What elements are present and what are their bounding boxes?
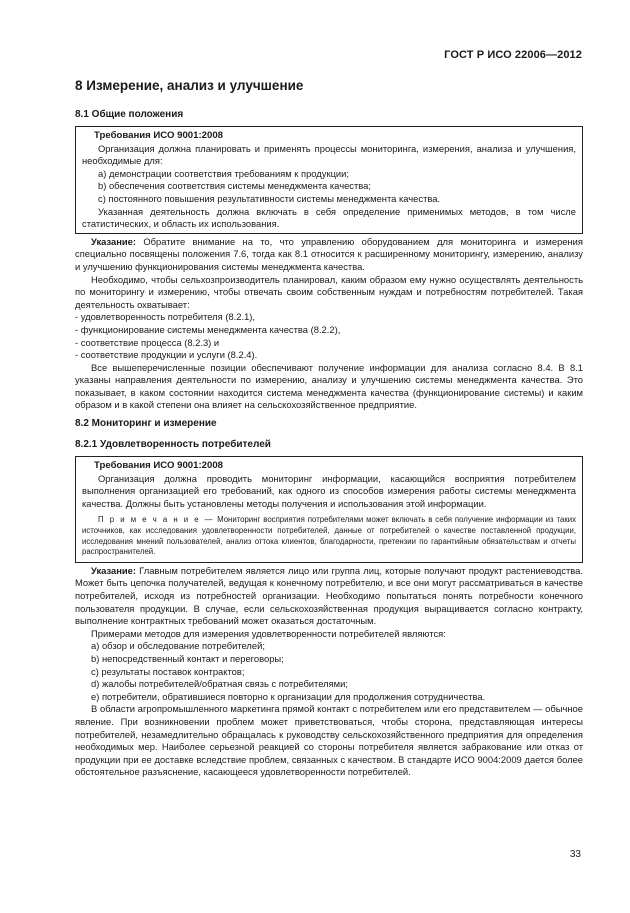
example-item-d: d) жалобы потребителей/обратная связь с потребителями; xyxy=(91,678,348,690)
requirements-heading: Требования ИСО 9001:2008 xyxy=(94,130,224,141)
note-label: П р и м е ч а н и е — xyxy=(98,515,215,525)
iso-requirements-box-8-1 xyxy=(75,126,583,234)
section-8-title: 8 Измерение, анализ и улучшение xyxy=(75,78,304,93)
requirement-item-b: b) обеспечения соответствия системы менеджмента качества; xyxy=(98,180,371,192)
section-8-1-title: 8.1 Общие положения xyxy=(75,109,184,120)
requirement-item-a: a) демонстрации соответствия требованиям к продукции; xyxy=(98,167,350,179)
example-item-a: а) обзор и обследование потребителей; xyxy=(91,640,265,652)
guidance-paragraph-8-1 xyxy=(75,236,583,274)
paragraph-planning: Необходимо, чтобы сельхозпроизводитель планировал, каким образом ему нужно осуществлять деятельность по мониторингу и измерению, чтобы отвечать своим собственным нуждам и потребностям потребителей. Такая деятельность охватывает: xyxy=(75,273,583,310)
section-8-2-title: 8.2 Мониторинг и измерение xyxy=(75,418,217,430)
guidance-text: Главным потребителем является лицо или группа лиц, которые получают продукт растениеводства. Может быть цепочка получателей, ведущая к конечному потребителю, и все они могут рассматриваться в качестве потребителей, исходя из потребностей организации. Необходимо попытаться понять потребности конечного пользователя продукции. В случае, если сельскохозяйственная продукция выращивается согласно контракту, выполнение контрактных требований может оказаться достаточным. xyxy=(75,564,583,627)
page-content xyxy=(75,78,583,779)
requirements-intro: Организация должна планировать и применять процессы мониторинга, измерения, анализа и улучшения, необходимые для: xyxy=(82,142,576,167)
document-id-header: ГОСТ Р ИСО 22006—2012 xyxy=(444,49,582,61)
requirements-text: Организация должна проводить мониторинг информации, касающийся восприятия потребителем выполнения организацией его требований, как одного из способов измерения работы системы менеджмента качества. Должны быть установлены методы получения и использования этой информации. xyxy=(82,472,576,509)
dash-item-2: - функционирование системы менеджмента качества (8.2.2), xyxy=(75,323,341,335)
example-item-e: e) потребители, обратившиеся повторно к организации для продолжения сотрудничества. xyxy=(91,690,486,702)
dash-item-4: - соответствие продукции и услуги (8.2.4). xyxy=(75,349,258,361)
examples-intro: Примерами методов для измерения удовлетворенности потребителей являются: xyxy=(91,627,446,639)
page-number: 33 xyxy=(569,849,581,860)
dash-item-1: - удовлетворенность потребителя (8.2.1), xyxy=(75,311,256,323)
guidance-paragraph-8-2-1 xyxy=(75,565,583,628)
example-item-c: c) результаты поставок контрактов; xyxy=(91,665,245,677)
iso-requirements-box-8-2-1 xyxy=(75,456,583,563)
guidance-label: Указание: xyxy=(91,564,137,576)
section-8-2-1-title: 8.2.1 Удовлетворенность потребителей xyxy=(75,439,271,451)
paragraph-marketing: В области агропромышленного маркетинга прямой контакт с потребителем или его представителем — обычное явление. При возникновении проблем может приветствоваться, чтобы сторона, представляющая интересы потребителей, незамедлительно обращалась к руководству сельскохозяйственного предприятия для определения необходимых мер. Наиболее серьезной реакцией со стороны потребителя является забракование или отказ от продукции при ее доставке вследствие проблем, связанных с качеством. В стандарте ИСО 9004:2009 дается более обстоятельное разъяснение, касающееся удовлетворенности потребителей. xyxy=(75,703,583,778)
example-item-b: b) непосредственный контакт и переговоры; xyxy=(91,652,284,664)
requirements-note xyxy=(82,515,576,557)
dash-item-3: - соответствие процесса (8.2.3) и xyxy=(75,336,220,348)
requirements-heading: Требования ИСО 9001:2008 xyxy=(94,460,224,472)
requirements-closing: Указанная деятельность должна включать в себя определение применимых методов, в том числе статистических, и область их использования. xyxy=(82,205,576,230)
guidance-label: Указание: xyxy=(91,235,137,247)
note-text: Мониторинг восприятия потребителями может включать в себя получение информации из таких источников, как исследования удовлетворенности потребителей, данные от потребителей о качестве поставленной продукции, исследования мнений пользователей, анализ оттока клиентов, благодарности, претензии по гарантийным обязательствам и отчеты распространителей. xyxy=(82,515,576,557)
guidance-text: Обратите внимание на то, что управлению оборудованием для мониторинга и измерения специально посвящены положения 7.6, тогда как 8.1 относится к расширенному мониторингу, измерению, анализу и улучшению функционирования системы менеджмента качества. xyxy=(75,235,583,272)
paragraph-analysis: Все вышеперечисленные позиции обеспечивают получение информации для анализа согласно 8.4. В 8.1 указаны направления деятельности по измерению, анализу и улучшению системы менеджмента качества. Это показывает, в каком состоянии находится система менеджмента качества (функционирование системы) и каким образом и в какой степени она влияет на сельскохозяйственное предприятие. xyxy=(75,361,583,411)
requirement-item-c: c) постоянного повышения результативности системы менеджмента качества. xyxy=(98,192,441,204)
